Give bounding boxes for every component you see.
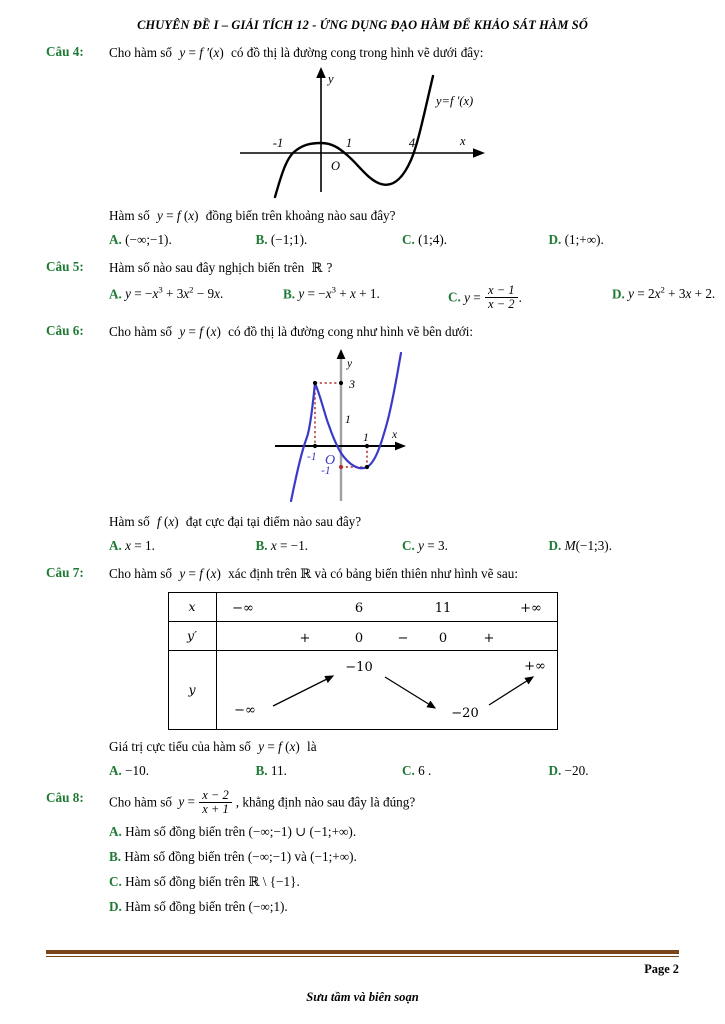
y-axis-label: y [346, 357, 352, 370]
stem-prefix: Cho hàm số [109, 565, 173, 581]
option-text: (−1;1). [270, 231, 308, 247]
sub-math: y = f (x) [156, 207, 199, 223]
option-b-cau-6[interactable] [256, 538, 403, 554]
y-value-minus-20: −20 [450, 705, 479, 721]
option-c-cau-6[interactable] [402, 538, 549, 554]
option-text: 11. [270, 762, 287, 778]
options-cau-6 [0, 538, 725, 554]
option-text: (1;+∞). [564, 231, 604, 247]
option-d-cau-6[interactable] [549, 538, 696, 554]
row-values-x [216, 592, 557, 621]
point-y-3 [338, 381, 342, 385]
question-stem-cau-4 [109, 44, 685, 62]
stem-prefix: Cho hàm số [109, 324, 173, 340]
fraction-numerator: x − 2 [202, 787, 229, 802]
footer-rule-thick [46, 950, 679, 954]
sign-zero-1: 0 [354, 630, 363, 646]
row-label-yprime: y′ [168, 621, 216, 650]
footer-credit: Sưu tầm và biên soạn [306, 990, 419, 1004]
point-x-minus1 [312, 444, 316, 448]
stem-suffix: có đồ thị là đường cong như hình vẽ bên dưới: [228, 324, 474, 340]
page-footer [0, 940, 725, 1024]
option-b-cau-7[interactable] [256, 763, 403, 779]
option-d-cau-7[interactable] [549, 763, 696, 779]
stem-prefix: Hàm số nào sau đây nghịch biến trên [109, 259, 305, 275]
point-local-min [364, 465, 368, 469]
option-letter: B. [255, 762, 268, 778]
arrow-up-2 [489, 677, 533, 705]
footer-rule-thin [46, 956, 679, 957]
question-cau-7 [0, 565, 725, 583]
point-x-1 [364, 444, 368, 448]
stem-math: y = $\frac{x - 2}{x + 1}$ [178, 794, 232, 809]
stem-suffix: ? [326, 259, 333, 275]
options-cau-7 [0, 763, 725, 779]
row-label-x: x [168, 592, 216, 621]
option-a-cau-6[interactable] [109, 538, 256, 554]
label-y-3: 3 [348, 376, 355, 391]
option-letter: B. [255, 537, 268, 553]
option-text: $y = -x^3 + 3x^2 - 9x$. [125, 285, 224, 302]
option-text: Hàm số đồng biến trên (−∞;1). [125, 898, 288, 914]
question-cau-4 [0, 44, 725, 62]
option-text: Hàm số đồng biến trên (−∞;−1) và (−1;+∞). [124, 848, 357, 864]
option-letter: D. [548, 537, 562, 553]
row-yprime-svg [217, 622, 557, 650]
sub-math: y = f (x) [258, 738, 300, 754]
x-value-plus-inf: +∞ [519, 600, 542, 616]
option-c-cau-8[interactable] [109, 874, 725, 890]
options-cau-5 [0, 285, 725, 312]
y-value-plus-inf: +∞ [523, 658, 546, 674]
option-text: −20. [564, 762, 589, 778]
sign-minus: − [397, 630, 408, 646]
x-value-11: 11 [434, 600, 451, 616]
question-label-cau-8: Câu 8: [46, 789, 84, 805]
sub-prefix: Hàm số [109, 513, 150, 529]
option-a-cau-7[interactable] [109, 763, 256, 779]
question-stem-cau-5 [109, 259, 685, 278]
option-letter: A. [109, 823, 122, 839]
option-d-cau-8[interactable] [109, 899, 725, 915]
row-label-y: y [168, 650, 216, 729]
option-letter: C. [109, 873, 122, 889]
question-label-cau-6: Câu 6: [46, 323, 84, 339]
question-cau-8 [0, 787, 725, 817]
option-letter: B. [283, 286, 296, 302]
option-text: 6 . [418, 762, 432, 778]
stem-prefix: Cho hàm số [109, 794, 173, 810]
sub-suffix: là [307, 738, 317, 754]
question-cau-6 [0, 323, 725, 341]
stem-prefix: Cho hàm số [109, 45, 173, 60]
x-tick-minus1: -1 [272, 135, 283, 150]
option-text: x = 1. [125, 537, 155, 553]
option-text: x = −1. [270, 537, 309, 553]
origin-label: O [330, 158, 340, 173]
label-x-minus1: -1 [306, 450, 317, 463]
question-cau-7-subquestion [0, 739, 725, 755]
x-value-6: 6 [354, 600, 363, 616]
question-label-cau-5: Câu 5: [46, 258, 84, 274]
sign-zero-2: 0 [438, 630, 447, 646]
option-b-cau-8[interactable] [109, 849, 725, 865]
page-number: Page 2 [644, 962, 679, 976]
fraction-denominator: x + 1 [199, 802, 232, 816]
option-d-cau-5[interactable] [612, 285, 715, 312]
y-axis-arrow [336, 349, 345, 359]
x-axis-label: x [459, 133, 466, 148]
option-letter: B. [255, 231, 268, 247]
graph-cubic-extrema [263, 345, 463, 505]
option-letter: A. [109, 537, 122, 553]
point-local-max [312, 381, 316, 385]
arrow-down-1 [385, 677, 435, 708]
option-text: −10. [125, 762, 150, 778]
x-axis-label: x [391, 428, 397, 441]
stem-suffix: có đồ thị là đường cong trong hình vẽ dưới đây: [231, 45, 484, 60]
option-text: Hàm số đồng biến trên (−∞;−1) ∪ (−1;+∞). [125, 823, 357, 839]
variation-row-x [168, 592, 557, 621]
sub-prefix: Hàm số [109, 207, 150, 223]
option-letter: D. [612, 286, 625, 302]
row-values-y [216, 650, 557, 729]
label-y-1: 1 [344, 413, 351, 426]
option-text: $y = 2x^2 + 3x + 2$. [628, 285, 716, 302]
option-letter: D. [548, 231, 562, 247]
question-cau-6-subquestion [0, 514, 725, 530]
sign-plus-2: + [483, 630, 494, 646]
y-axis-label: y [327, 71, 334, 86]
question-cau-5 [0, 259, 725, 278]
graph-derivative-cubic [228, 64, 498, 199]
y-axis-arrow [316, 67, 326, 78]
x-axis-arrow [395, 442, 406, 451]
x-axis-arrow [473, 148, 485, 158]
stem-math: y = f ′(x) [179, 45, 224, 60]
option-text: (−∞;−1). [125, 231, 172, 247]
option-letter: A. [109, 286, 122, 302]
sub-suffix: đồng biến trên khoảng nào sau đây? [205, 207, 396, 223]
point-y-minus1 [338, 465, 342, 469]
label-x-1: 1 [362, 431, 369, 444]
option-c-cau-5[interactable] [448, 285, 612, 312]
sub-prefix: Giá trị cực tiểu của hàm số [109, 738, 251, 754]
option-letter: C. [402, 231, 415, 247]
option-letter: C. [402, 537, 415, 553]
option-letter: D. [548, 762, 562, 778]
option-text: Hàm số đồng biến trên ℝ \ {−1}. [125, 873, 300, 889]
x-tick-4: 4 [408, 135, 415, 150]
y-value-minus-10: −10 [344, 659, 373, 675]
question-stem-cau-6 [109, 323, 685, 341]
stem-suffix: xác định trên ℝ và có bảng biến thiên như hình vẽ sau: [228, 565, 518, 581]
question-cau-4-subquestion [0, 208, 725, 224]
option-letter: C. [402, 762, 415, 778]
row-x-svg [217, 593, 557, 621]
option-text: $y = -x^3 + x + 1$. [298, 285, 380, 302]
option-c-cau-7[interactable] [402, 763, 549, 779]
variation-table [168, 592, 558, 730]
sub-suffix: đạt cực đại tại điểm nào sau đây? [185, 513, 362, 529]
real-set-symbol: ℝ [311, 260, 323, 276]
variation-table-wrapper [0, 592, 725, 730]
x-value-minus-inf: −∞ [231, 600, 254, 616]
option-letter: B. [109, 848, 122, 864]
page-title: CHUYÊN ĐỀ I – GIẢI TÍCH 12 - ỨNG DỤNG ĐẠO HÀM ĐỂ KHẢO SÁT HÀM SỐ [137, 18, 588, 32]
question-stem-cau-7 [109, 565, 685, 583]
option-letter: A. [109, 762, 122, 778]
option-letter: D. [109, 898, 122, 914]
option-a-cau-8[interactable] [109, 824, 725, 840]
question-stem-cau-8 [109, 787, 685, 817]
y-value-minus-inf: −∞ [233, 702, 256, 718]
cubic-curve [291, 353, 401, 501]
options-cau-4 [0, 232, 725, 248]
stem-math: y = f (x) [179, 324, 221, 340]
figure-cau-6 [0, 345, 725, 505]
arrow-up-1 [273, 676, 333, 706]
question-label-cau-7: Câu 7: [46, 564, 84, 580]
option-b-cau-5[interactable] [283, 285, 448, 312]
x-tick-1: 1 [345, 135, 352, 150]
variation-row-y [168, 650, 557, 729]
option-b-cau-4[interactable] [256, 232, 403, 248]
label-y-minus1: -1 [320, 464, 331, 477]
sign-plus-1: + [299, 630, 310, 646]
option-c-cau-4[interactable] [402, 232, 549, 248]
curve-label: y=f ′(x) [435, 93, 473, 108]
option-text: y = $\frac{x - 1}{x - 2}$ . [464, 283, 522, 312]
option-text: M(−1;3). [564, 537, 612, 553]
option-a-cau-5[interactable] [109, 285, 283, 312]
option-text: y = 3. [418, 537, 448, 553]
option-a-cau-4[interactable] [109, 232, 256, 248]
options-cau-8 [0, 824, 725, 915]
option-d-cau-4[interactable] [549, 232, 696, 248]
option-text: (1;4). [418, 231, 448, 247]
variation-row-yprime [168, 621, 557, 650]
row-values-yprime [216, 621, 557, 650]
figure-cau-4 [0, 64, 725, 199]
question-label-cau-4: Câu 4: [46, 44, 84, 59]
stem-suffix: , khẳng định nào sau đây là đúng? [235, 794, 416, 810]
option-letter: A. [109, 231, 122, 247]
option-letter: C. [448, 289, 461, 305]
row-y-svg [217, 651, 557, 729]
origin-label: O [324, 452, 335, 468]
stem-math: y = f (x) [179, 565, 221, 581]
sub-math: f (x) [156, 513, 179, 529]
